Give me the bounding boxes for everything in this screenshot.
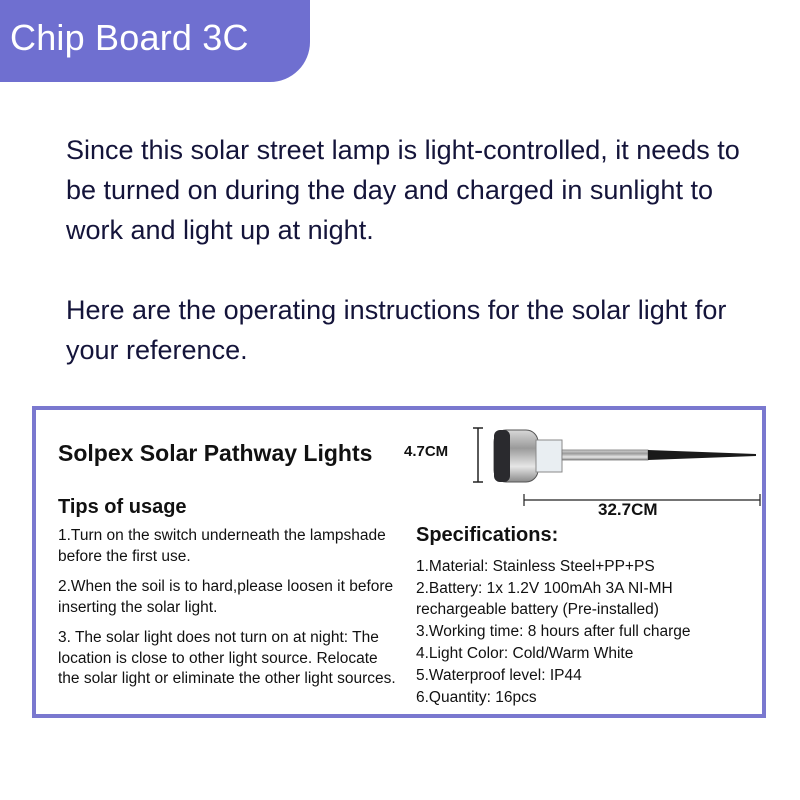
chip-board-tag <box>0 0 310 82</box>
tips-list <box>58 526 398 700</box>
product-title: Solpex Solar Pathway Lights <box>58 440 373 466</box>
intro-paragraph-1: Since this solar street lamp is light-controlled, it needs to be turned on during the day and charged in sunlight to work and light up at night. <box>66 135 740 245</box>
tip-item: 2.When the soil is to hard,please loosen it before inserting the solar light. <box>58 578 394 616</box>
intro-paragraph-2: Here are the operating instructions for the solar light for your reference. <box>66 295 727 365</box>
instruction-card <box>32 406 766 718</box>
tip-item: 3. The solar light does not turn on at night: The location is close to other light source. Relocate the solar light or eliminate the other light sources. <box>58 629 396 687</box>
spec-item: 2.Battery: 1x 1.2V 100mAh 3A NI-MH rechargeable battery (Pre-installed) <box>416 580 673 618</box>
tips-heading: Tips of usage <box>58 496 187 518</box>
solar-panel <box>494 430 510 482</box>
lampshade <box>536 440 562 472</box>
spec-item: 3.Working time: 8 hours after full charge <box>416 623 691 640</box>
spec-item: 5.Waterproof level: IP44 <box>416 667 582 684</box>
height-dimension: 4.7CM <box>404 443 449 460</box>
specifications-list <box>416 556 756 709</box>
spec-item: 1.Material: Stainless Steel+PP+PS <box>416 558 655 575</box>
stake-spike <box>648 450 756 460</box>
specifications-heading: Specifications: <box>416 524 559 546</box>
tip-item: 1.Turn on the switch underneath the lampshade before the first use. <box>58 527 386 565</box>
tag-label: Chip Board 3C <box>10 17 249 58</box>
length-dimension: 32.7CM <box>598 500 658 519</box>
spec-item: 4.Light Color: Cold/Warm White <box>416 645 634 662</box>
spec-item: 6.Quantity: 16pcs <box>416 689 537 706</box>
stake-tube <box>562 450 648 460</box>
